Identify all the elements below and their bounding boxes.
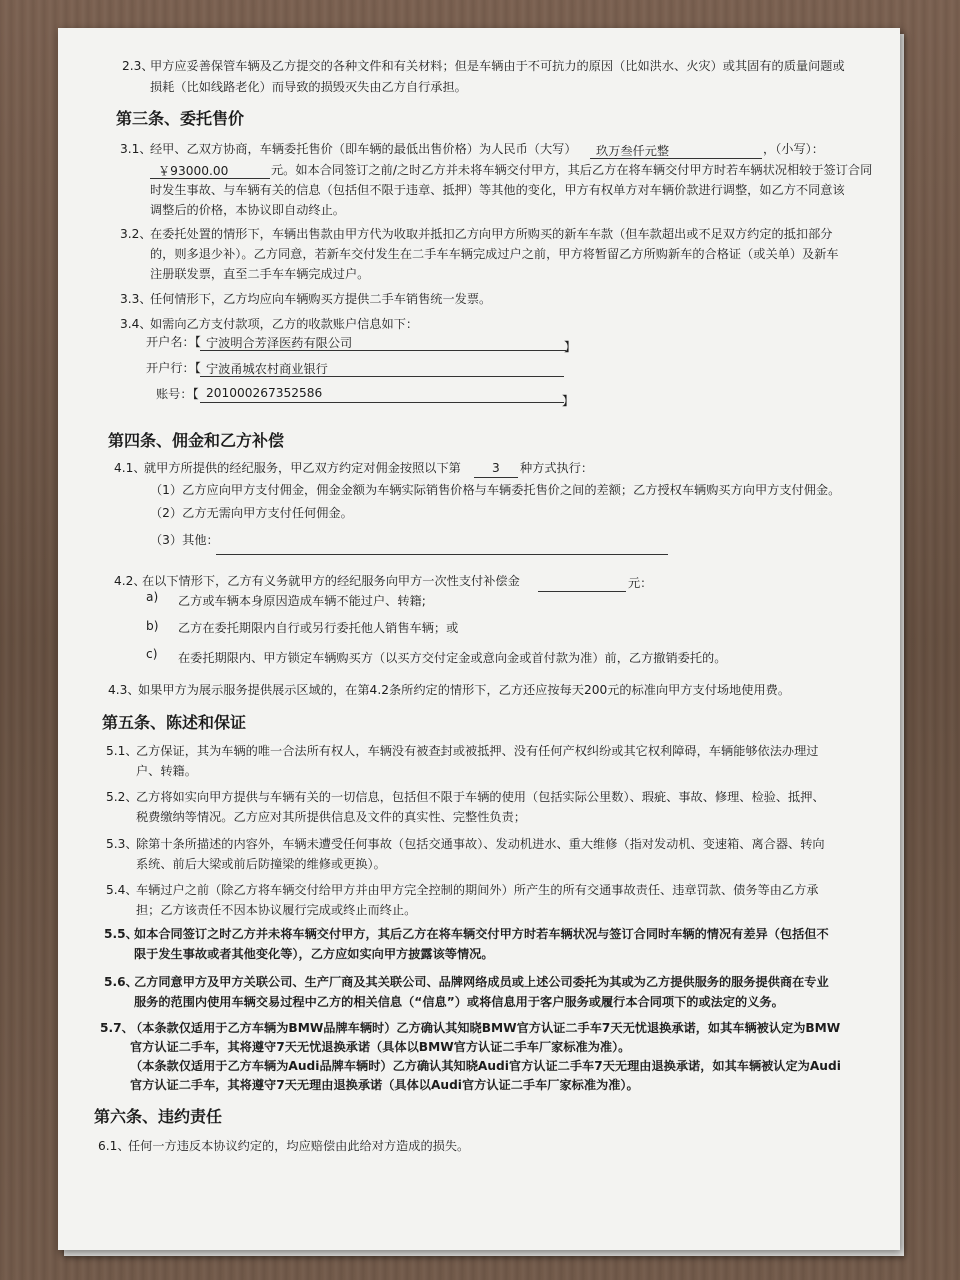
clause-number: 4.3、	[108, 683, 140, 697]
list-marker: b)	[146, 619, 159, 633]
clause-text: 调整后的价格，本协议即自动终止。	[150, 203, 345, 217]
clause-text: 甲方应妥善保管车辆及乙方提交的各种文件和有关材料；但是车辆由于不可抗力的原因（比如洪水、火灾）或其固有的质量问题或	[150, 59, 845, 73]
clause-text: 除第十条所描述的内容外，车辆未遭受任何事故（包括交通事故）、发动机进水、重大维修（指对发动机、变速箱、离合器、转向	[136, 837, 825, 851]
clause-text: 经甲、乙双方协商，车辆委托售价（即车辆的最低出售价格）为人民币（大写）	[150, 142, 577, 156]
clause-text: 注册联发票，直至二手车车辆完成过户。	[150, 267, 370, 281]
clause-text: 车辆过户之前（除乙方将车辆交付给甲方并由甲方完全控制的期间外）所产生的所有交通事故责任、违章罚款、债务等由乙方承	[136, 883, 819, 897]
clause-text-bold: （本条款仅适用于乙方车辆为Audi品牌车辆时）乙方确认其知晓Audi官方认证二手车7天无理由退换承诺，如其车辆被认定为Audi	[130, 1059, 841, 1073]
clause-number: 6.1、	[98, 1139, 130, 1153]
clause-text: 系统、前后大梁或前后防撞梁的维修或更换）。	[136, 857, 386, 871]
fill-line	[200, 350, 566, 351]
bracket-close: 】	[564, 340, 577, 354]
clause-text: 如果甲方为展示服务提供展示区域的，在第4.2条所约定的情形下，乙方还应按每天200元的标准向甲方支付场地使用费。	[138, 683, 791, 697]
clause-text-bold: 限于发生事故或者其他变化等），乙方应如实向甲方披露该等情况。	[134, 947, 494, 961]
account-holder-label: 开户名：【	[146, 335, 201, 349]
article-6-heading: 第六条、违约责任	[94, 1107, 223, 1126]
clause-number: 4.1、	[114, 461, 146, 475]
fill-line	[200, 376, 564, 377]
clause-text: 税费缴纳等情况。乙方应对其所提供信息及文件的真实性、完整性负责；	[136, 810, 526, 824]
article-5-heading: 第五条、陈述和保证	[102, 713, 247, 732]
clause-number: 3.4、	[120, 317, 152, 331]
fill-line	[474, 477, 518, 478]
clause-number: 5.7、	[100, 1021, 134, 1035]
fill-line	[150, 178, 270, 179]
clause-text: 任何一方违反本协议约定的，均应赔偿由此给对方造成的损失。	[128, 1139, 470, 1153]
list-item: 乙方或车辆本身原因造成车辆不能过户、转籍;	[178, 594, 426, 608]
clause-text: 乙方保证，其为车辆的唯一合法所有权人，车辆没有被查封或被抵押、没有任何产权纠纷或其它权利障碍，车辆能够依法办理过	[136, 744, 819, 758]
price-in-figures: ￥93000.00	[158, 164, 229, 178]
bank-label: 开户行：【	[146, 361, 201, 375]
clause-text: 在委托处置的情形下，车辆出售款由甲方代为收取并抵扣乙方向甲方所购买的新车车款（但车款超出或不足双方约定的抵扣部分	[150, 227, 833, 241]
clause-text: 元：	[628, 576, 653, 590]
clause-text: 户、转籍。	[136, 764, 197, 778]
fill-line	[590, 158, 762, 159]
clause-text: ，（小写）：	[763, 142, 824, 156]
clause-text: 元。如本合同签订之前/之时乙方并未将车辆交付甲方，其后乙方在将车辆交付甲方时若车辆状况相较于签订合同	[271, 163, 873, 177]
clause-number: 5.5、	[104, 927, 138, 941]
list-marker: c)	[146, 647, 158, 661]
clause-number: 3.3、	[120, 292, 152, 306]
clause-text-bold: 官方认证二手车，其将遵守7天无忧退换承诺（具体以BMW官方认证二手车厂家标准为准）。	[130, 1040, 631, 1054]
clause-number: 3.1、	[120, 142, 152, 156]
fill-line	[200, 402, 564, 403]
option-2: （2）乙方无需向甲方支付任何佣金。	[150, 506, 353, 520]
clause-text: 任何情形下，乙方均应向车辆购买方提供二手车销售统一发票。	[150, 292, 492, 306]
list-marker: a)	[146, 590, 159, 604]
clause-text-bold: 如本合同签订之时乙方并未将车辆交付甲方，其后乙方在将车辆交付甲方时若车辆状况与签订合同时车辆的情况有差异（包括但不	[134, 927, 829, 941]
list-item: 在委托期限内、甲方锁定车辆购买方（以买方交付定金或意向金或首付款为准）前，乙方撤销委托的。	[178, 651, 727, 665]
account-number-value: 201000267352586	[206, 386, 323, 400]
clause-text-bold: 官方认证二手车，其将遵守7天无理由退换承诺（具体以Audi官方认证二手车厂家标准为准）。	[130, 1078, 639, 1092]
clause-number: 3.2、	[120, 227, 152, 241]
clause-text: 在以下情形下，乙方有义务就甲方的经纪服务向甲方一次性支付补偿金	[142, 574, 520, 588]
clause-number: 5.6、	[104, 975, 138, 989]
article-4-heading: 第四条、佣金和乙方补偿	[108, 431, 285, 450]
account-number-label: 账号：【	[156, 387, 199, 401]
clause-text: 担；乙方该责任不因本协议履行完成或终止而终止。	[136, 903, 417, 917]
clause-text: 种方式执行：	[520, 461, 594, 475]
clause-number: 5.4、	[106, 883, 138, 897]
contract-page	[58, 28, 900, 1250]
clause-text: 就甲方所提供的经纪服务，甲乙双方约定对佣金按照以下第	[144, 461, 461, 475]
commission-option-choice: 3	[492, 461, 500, 475]
clause-number: 5.2、	[106, 790, 138, 804]
clause-text-bold: 服务的范围内使用车辆交易过程中乙方的相关信息（“信息”）或将信息用于客户服务或履行本合同项下的或法定的义务。	[134, 995, 784, 1009]
price-in-words: 玖万叁仟元整	[596, 144, 670, 158]
clause-text: 如需向乙方支付款项，乙方的收款账户信息如下：	[150, 317, 419, 331]
clause-number: 5.3、	[106, 837, 138, 851]
bracket-close: 】	[562, 394, 575, 408]
bank-value: 宁波甬城农村商业银行	[206, 362, 328, 376]
clause-text: 的，则多退少补）。乙方同意，若新车交付发生在二手车车辆完成过户之前，甲方将暂留乙方所购新车的合格证（或关单）及新车	[150, 247, 839, 261]
article-3-heading: 第三条、委托售价	[116, 109, 245, 128]
clause-text: 乙方将如实向甲方提供与车辆有关的一切信息，包括但不限于车辆的使用（包括实际公里数）、瑕疵、事故、修理、检验、抵押、	[136, 790, 825, 804]
list-item: 乙方在委托期限内自行或另行委托他人销售车辆；或	[178, 621, 459, 635]
fill-line	[538, 591, 626, 592]
clause-text-bold: 乙方同意甲方及甲方关联公司、生产厂商及其关联公司、品牌网络成员或上述公司委托为其或为乙方提供服务的服务提供商在专业	[134, 975, 829, 989]
clause-number: 5.1、	[106, 744, 138, 758]
clause-number: 4.2、	[114, 574, 146, 588]
clause-number: 2.3、	[122, 59, 154, 73]
fill-line	[216, 554, 668, 555]
clause-text-bold: （本条款仅适用于乙方车辆为BMW品牌车辆时）乙方确认其知晓BMW官方认证二手车7天无忧退换承诺，如其车辆被认定为BMW	[130, 1021, 841, 1035]
option-3: （3）其他：	[150, 533, 219, 547]
option-1: （1）乙方应向甲方支付佣金，佣金金额为车辆实际销售价格与车辆委托售价之间的差额；乙方授权车辆购买方向甲方支付佣金。	[150, 483, 841, 497]
clause-text: 时发生事故、与车辆有关的信息（包括但不限于违章、抵押）等其他的变化，甲方有权单方对车辆价款进行调整，如乙方不同意该	[150, 183, 845, 197]
account-holder-value: 宁波明合芳泽医药有限公司	[206, 336, 353, 350]
clause-text: 损耗（比如线路老化）而导致的损毁灭失由乙方自行承担。	[150, 80, 467, 94]
